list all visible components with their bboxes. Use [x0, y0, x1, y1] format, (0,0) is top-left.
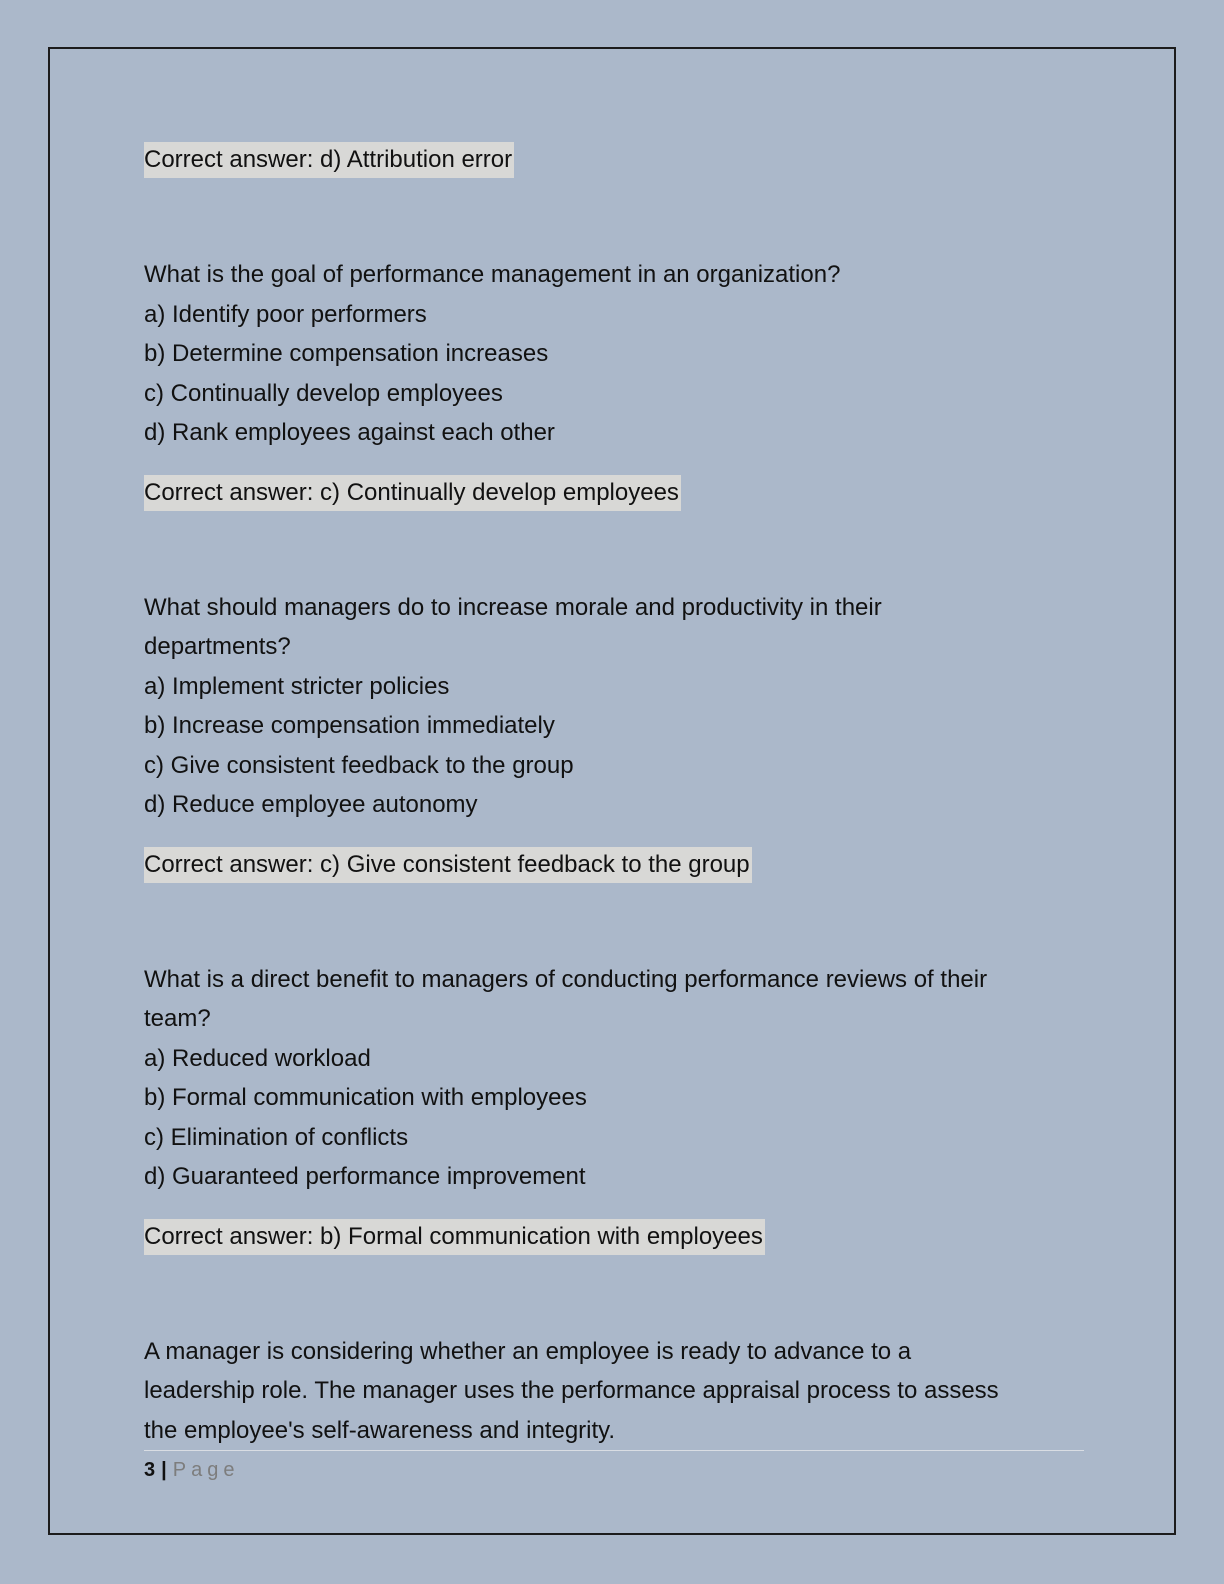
page-label: Page [172, 1459, 240, 1481]
spacer [144, 1197, 1084, 1217]
option-a: a) Implement stricter policies [144, 672, 450, 700]
spacer [144, 453, 1084, 473]
option-c: c) Continually develop employees [144, 379, 503, 407]
question-text: A manager is considering whether an employee is ready to advance to a [144, 1337, 912, 1365]
answer-line [144, 1217, 1084, 1253]
question-text: What is the goal of performance management in an organization? [144, 261, 841, 288]
option-b: b) Determine compensation increases [144, 340, 549, 367]
question-text: What is a direct benefit to managers of conducting performance reviews of their [144, 965, 988, 993]
page-footer [144, 1458, 239, 1482]
question-text: the employee's self-awareness and integrity. [144, 1416, 616, 1444]
question-block [144, 960, 1084, 1253]
option-b: b) Formal communication with employees [144, 1084, 587, 1111]
spacer [144, 881, 1084, 960]
answer-line [144, 845, 1084, 881]
question-text: What should managers do to increase morale and productivity in their [144, 593, 882, 621]
question-block [144, 255, 1084, 509]
footer-separator: | [161, 1459, 167, 1481]
document-body [144, 140, 1084, 1450]
answer-line [144, 473, 1084, 509]
option-c: c) Elimination of conflicts [144, 1123, 409, 1151]
spacer [144, 1253, 1084, 1332]
question-text: team? [144, 1005, 211, 1032]
option-d: d) Rank employees against each other [144, 419, 555, 446]
option-b: b) Increase compensation immediately [144, 712, 555, 739]
spacer [144, 176, 1084, 255]
correct-answer: Correct answer: c) Continually develop employees [144, 475, 681, 511]
option-c: c) Give consistent feedback to the group [144, 751, 574, 779]
question-text: departments? [144, 633, 291, 660]
option-a: a) Reduced workload [144, 1044, 371, 1072]
option-d: d) Reduce employee autonomy [144, 791, 478, 818]
correct-answer: Correct answer: b) Formal communication with employees [144, 1219, 765, 1255]
question-block [144, 588, 1084, 881]
question-text: leadership role. The manager uses the performance appraisal process to assess [144, 1377, 999, 1404]
question-block [144, 1332, 1084, 1451]
page-number: 3 [144, 1459, 156, 1481]
spacer [144, 509, 1084, 588]
answer-line [144, 140, 1084, 176]
correct-answer: Correct answer: c) Give consistent feedback to the group [144, 847, 752, 883]
spacer [144, 825, 1084, 845]
option-d: d) Guaranteed performance improvement [144, 1163, 586, 1190]
option-a: a) Identify poor performers [144, 300, 427, 328]
correct-answer: Correct answer: d) Attribution error [144, 142, 514, 178]
footer-divider [144, 1450, 1084, 1451]
